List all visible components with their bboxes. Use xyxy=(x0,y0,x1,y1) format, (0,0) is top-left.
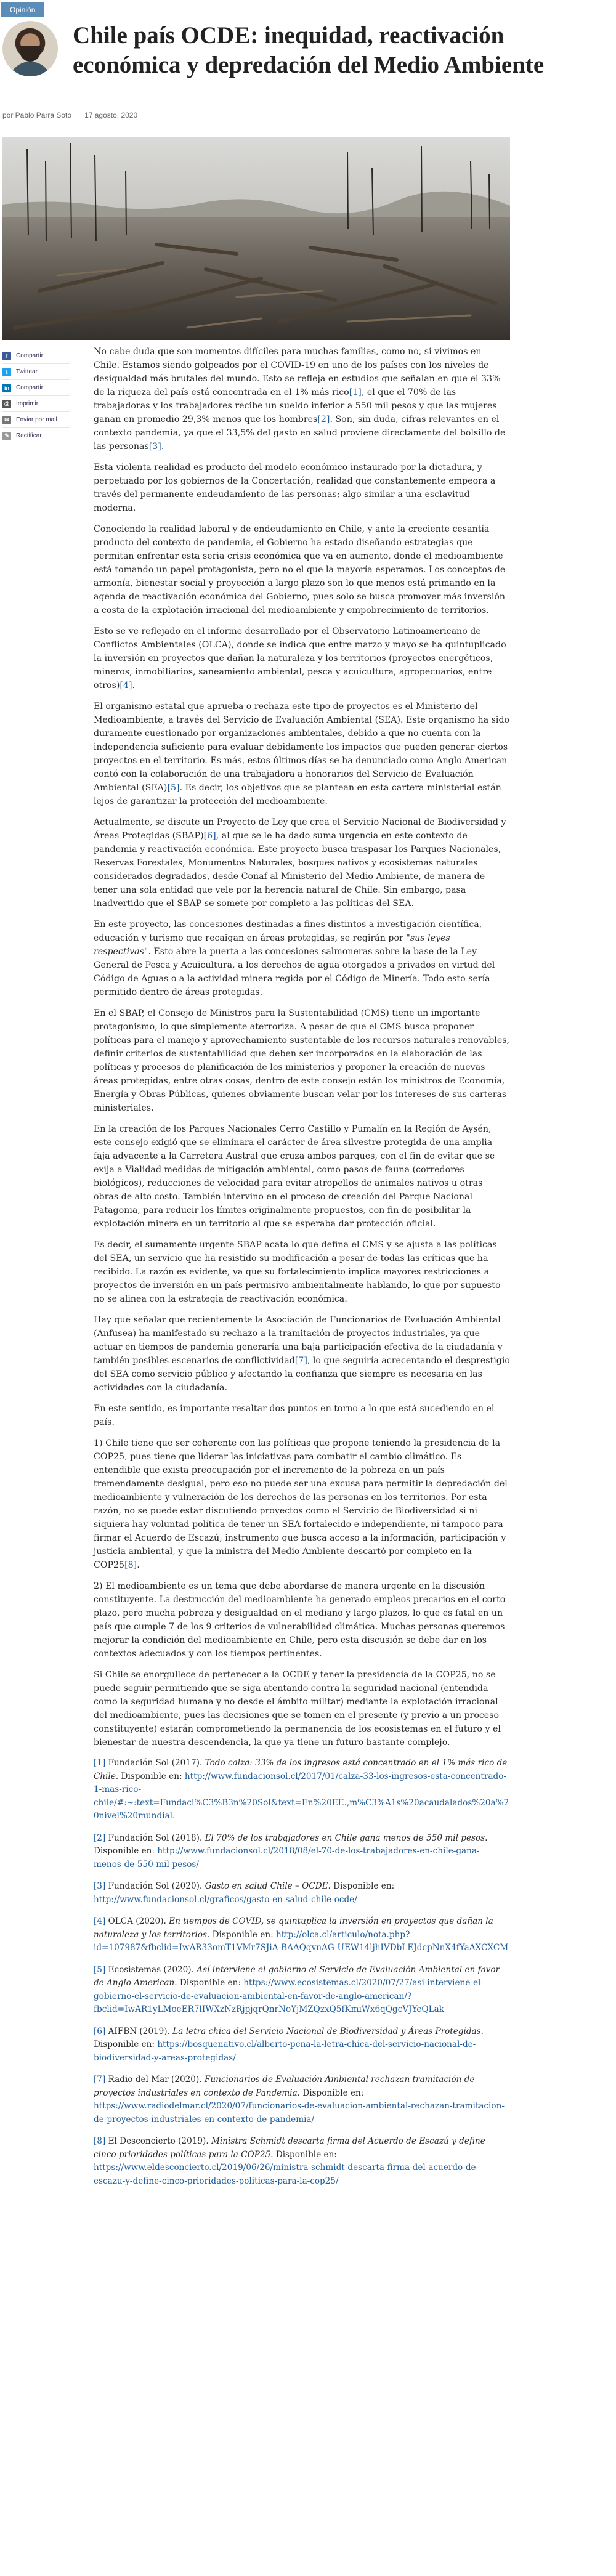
reference-title: Ministra Schmidt descarta firma del Acuerdo de Escazú y define cinco prioridades políticas para la COP25 xyxy=(94,2136,485,2160)
article-body xyxy=(94,345,510,2197)
linkedin-icon: in xyxy=(2,384,11,392)
paragraph-text: . Son, sin duda, cifras relevantes en el contexto pandemia, ya que el 33,5% del gasto en salud proviene directamente del bolsillo de las personas xyxy=(94,415,506,452)
reference-available: . Disponible en: xyxy=(297,2088,364,2098)
reference-item xyxy=(94,2073,510,2126)
article-paragraph xyxy=(94,1122,510,1231)
reference-source: Fundación Sol (2018). xyxy=(105,1833,205,1843)
article-paragraph xyxy=(94,461,510,515)
paragraph-text: Hay que señalar que recientemente la Asociación de Funcionarios de Evaluación Ambiental (Anfusea) ha manifestado su rechazo a la tramitación de proyectos industriales, ya que actuar en tiempos de pandemia generaría una baja participación efectiva de la ciudadanía y también posibles escenarios de conflictividad xyxy=(94,1315,503,1366)
hero-image xyxy=(2,137,510,340)
paragraph-text: Esta violenta realidad es producto del modelo económico instaurado por la dictadura, y perpetuado por los gobiernos de la Concertación, realidad que constantemente empeora a través del permanente endeudamiento de las personas; algo similar a una esclavitud moderna. xyxy=(94,463,496,513)
article-paragraph xyxy=(94,1007,510,1115)
paragraph-text: . xyxy=(137,1560,140,1570)
article-paragraph xyxy=(94,1668,510,1749)
paragraph-text: En este sentido, es importante resaltar dos puntos en torno a lo que está sucediendo en el país. xyxy=(94,1404,495,1427)
reference-title: Todo calza: 33% de los ingresos está concentrado en el 1% más rico de Chile xyxy=(94,1758,508,1781)
reference-url[interactable]: http://www.fundacionsol.cl/graficos/gasto-en-salud-chile-ocde/ xyxy=(94,1894,357,1905)
reference-item xyxy=(94,1880,510,1906)
paragraph-text: Conociendo la realidad laboral y de endeudamiento en Chile, y ante la creciente cesantía producto del contexto de pandemia, el Gobierno ha estado diseñando estrategias que permitan enfrentar esta seria crisis económica que va en aumento, donde el medioambiente está tomando un papel protagonista, pero no el que la mayoría esperamos. Los conceptos de armonía, bienestar social y proyección a largo plazo son lo que menos está primando en la agenda de reactivación económica del Gobierno, pues solo se busca promover más inversión a costa de la explotación irracional del medioambiente y empobrecimiento de territorios. xyxy=(94,524,506,615)
section-tag[interactable]: Opinión xyxy=(1,2,44,17)
share-item-label: Twittear xyxy=(16,368,38,375)
paragraph-text: , al que se le ha dado suma urgencia en este contexto de pandemia y reactivación económica. Este proyecto busca traspasar los Parques Nacionales, Reservas Forestales, Monumentos Naturales, bosques nativos y ecosistemas naturales considerados degradados, desde Conaf al Ministerio del Medio Ambiente, de manera de tener una sola entidad que vele por la herencia natural de Chile. Sin embargo, pasa inadvertido que el SBAP se somete por completo a las políticas del SEA. xyxy=(94,831,501,909)
reference-number-link[interactable]: [2] xyxy=(94,1833,106,1843)
paragraph-text: 2) El medioambiente es un tema que debe abordarse de manera urgente en la discusión constituyente. La destrucción del medioambiente ha generado empleos precarios en el corto plazo, pero mucha pobreza y desigualdad en el mediano y largo plazos, lo que es fatal en un país que cumple 7 de los 9 criterios de vulnerabilidad climática. Muchas personas queremos mejorar la condición del medioambiente en Chile, pero esta discusión se debe dar en los contextos adecuados y con los tiempos pertinentes. xyxy=(94,1581,506,1659)
reference-url[interactable]: https://www.radiodelmar.cl/2020/07/funcionarios-de-evaluacion-ambiental-rechazan-tramitacion-de-proyectos-industriales-en-contexto-de-pandemia/ xyxy=(94,2101,505,2124)
reference-source: Fundación Sol (2020). xyxy=(105,1881,205,1891)
reference-url[interactable]: https://www.eldesconcierto.cl/2019/06/26/ministra-schmidt-descarta-firma-del-acuerdo-de-escazu-y-define-cinco-prioridades-politicas-para-la-cop25/ xyxy=(94,2163,479,2186)
paragraph-text: En la creación de los Parques Nacionales Cerro Castillo y Pumalín en la Región de Aysén, este consejo exigió que se eliminara el carácter de área silvestre protegida de una amplia faja adyacente a la Carretera Austral que cruza ambos parques, con el fin de evitar que se exija a Vialidad medidas de mitigación ambiental, como pasos de fauna (corredores biológicos), reducciones de velocidad para evitar atropellos de animales nativos u otras obras de alto costo. También intervino en el proceso de creación del Parque Nacional Patagonia, para reducir los límites originalmente propuestos, con fin de posibilitar la explotación minera en un territorio al que se esperaba dar protección oficial. xyxy=(94,1124,495,1229)
avatar-beard xyxy=(20,46,41,62)
reference-item xyxy=(94,2025,510,2065)
reference-title: Así interviene el gobierno el Servicio de Evaluación Ambiental en favor de Anglo American xyxy=(94,1964,500,1988)
paragraph-text: En el SBAP, el Consejo de Ministros para la Sustentabilidad (CMS) tiene un importante protagonismo, lo que simplemente aterroriza. A pesar de que el CMS busca proponer políticas para el manejo y aprovechamiento sustentable de los recursos naturales renovables, definir criterios de sustentabilidad que deben ser incorporados en la elaboración de las políticas y procesos de planificación de los ministerios y proponer la creación de nuevas áreas protegidas, entre otras cosas, dentro de este consejo están los ministros de Economía, Energía y Obras Públicas, quienes obviamente buscan velar por los intereses de sus carteras ministeriales. xyxy=(94,1008,510,1113)
reference-url[interactable]: https://www.ecosistemas.cl/2020/07/27/asi-interviene-el-gobierno-el-servicio-de-evaluacion-ambiental-en-favor-de-anglo-american/?fbclid=IwAR1yLMoeER7lIWXzNzRjpjqrQnrNoYjMZQzxQ5fKmiWx6qQgcVJYeQLak xyxy=(94,1978,484,2014)
author-name[interactable]: por Pablo Parra Soto xyxy=(2,111,72,119)
article-paragraph xyxy=(94,918,510,999)
reference-item xyxy=(94,2135,510,2188)
article-paragraphs xyxy=(94,345,510,1749)
paragraph-text: 1) Chile tiene que ser coherente con las políticas que propone teniendo la presidencia de la COP25, pues tiene que liderar las iniciativas para combatir el cambio climático. Es entendible que exista preocupación por el incremento de la pobreza en un país tremendamente desigual, pero eso no puede ser una excusa para permitir la depredación del medioambiente y vulneración de los derechos de las personas en los territorios. Por esta razón, no se puede estar discutiendo proyectos como el Servicio de Biodiversidad si ni siquiera hay voluntad política de tener un SEA fortalecido e independiente, ni tampoco para firmar el Acuerdo de Escazú, instrumento que busca acceso a la información, participación y justicia ambiental, y que la ministra del Medio Ambiente descartó por completo en la COP25 xyxy=(94,1438,508,1570)
reference-url[interactable]: http://olca.cl/articulo/nota.php?id=107987&fbclid=IwAR33omT1VMr7SJiA-BAAQqvnAG-UEW14ljhIVDbLEJdcpNnX4fYaAXCXCM xyxy=(94,1929,509,1953)
paragraph-text: , el que el 70% de las trabajadoras y los trabajadores recibe un sueldo inferior a 550 mil pesos y que las mujeres ganan en promedio 29,3% menos que los hombres xyxy=(94,387,497,424)
share-item-enviar-por-mail[interactable] xyxy=(2,412,70,428)
share-item-imprimir[interactable] xyxy=(2,396,70,412)
reference-available: . Disponible en: xyxy=(174,1978,244,1988)
reference-source: Ecosistemas (2020). xyxy=(105,1964,197,1975)
reference-source: El Desconcierto (2019). xyxy=(105,2136,211,2146)
reference-url[interactable]: http://www.fundacionsol.cl/2018/08/el-70-de-los-trabajadores-en-chile-gana-menos-de-550-mil-pesos/ xyxy=(94,1846,480,1869)
article-paragraph xyxy=(94,1579,510,1661)
twitter-icon: t xyxy=(2,368,11,376)
reference-item xyxy=(94,1915,510,1955)
reference-available: . Disponible en: xyxy=(115,1771,185,1781)
author-avatar xyxy=(2,21,58,76)
article-paragraph xyxy=(94,345,510,453)
paragraph-text: El organismo estatal que aprueba o rechaza este tipo de proyectos es el Ministerio del Medioambiente, a través del Servicio de Evaluación Ambiental (SEA). Este organismo ha sido duramente cuestionado por organizaciones ambientales, debido a que no cuenta con la independencia suficiente para evaluar debidamente los impactos que pueden generar ciertos proyectos en el territorio. Es más, estos últimos días se ha denunciado como Anglo American contó con la colaboración de una trabajadora a honorarios del Servicio de Evaluación Ambiental (SEA) xyxy=(94,702,510,793)
byline xyxy=(2,111,137,120)
share-item-label: Imprimir xyxy=(16,400,39,407)
article-paragraph xyxy=(94,1313,510,1395)
share-item-label: Rectificar xyxy=(16,432,42,439)
reference-source: OLCA (2020). xyxy=(105,1916,169,1926)
share-item-compartir[interactable] xyxy=(2,348,70,364)
reference-item xyxy=(94,1757,510,1823)
reference-number-link[interactable]: [3] xyxy=(94,1881,106,1891)
reference-title: La letra chica del Servicio Nacional de Biodiversidad y Áreas Protegidas xyxy=(172,2026,481,2036)
footnote-link[interactable]: [2] xyxy=(317,415,330,424)
paragraph-text: Es decir, el sumamente urgente SBAP acata lo que defina el CMS y se ajusta a las políticas del SEA, un servicio que ha resistido su modificación a pesar de todas las críticas que ha recibido. La razón es evidente, ya que su fortalecimiento implica mayores restricciones a proyectos de inversión en un país permisivo ambientalmente hablando, lo que por supuesto no se alinea con la estrategia de reactivación económica. xyxy=(94,1240,501,1304)
reference-source: Radio del Mar (2020). xyxy=(105,2075,205,2084)
references-list xyxy=(94,1757,510,2188)
avatar-shirt xyxy=(9,62,52,76)
share-toolbar xyxy=(2,348,70,444)
reference-source: Fundación Sol (2017). xyxy=(105,1758,205,1768)
share-item-label: Compartir xyxy=(16,384,43,391)
paragraph-text: No cabe duda que son momentos difíciles para muchas familias, como no, si vivimos en Chile. Estamos siendo golpeados por el COVID-19 en uno de los países con los niveles de desigualdad más brutales del mundo. Esto se refleja en estudios que señalan en que el 33% de la riqueza del país está concentrada en el 1% más rico xyxy=(94,347,501,397)
article-paragraph xyxy=(94,700,510,808)
article-paragraph xyxy=(94,1238,510,1306)
footnote-link[interactable]: [4] xyxy=(120,681,132,691)
paragraph-text: Esto se ve reflejado en el informe desarrollado por el Observatorio Latinoamericano de Conflictos Ambientales (OLCA), donde se indica que entre marzo y mayo se ha quintuplicado la inversión en proyectos que dañan la naturaleza y los territorios (proyectos energéticos, mineros, inmobiliarios, saneamiento ambiental, pesca y acuicultura, agropecuarios, entre otros) xyxy=(94,626,506,691)
paragraph-text: . xyxy=(161,442,164,452)
reference-number-link[interactable]: [6] xyxy=(94,2026,106,2036)
paragraph-text: . xyxy=(132,681,136,691)
footnote-link[interactable]: [5] xyxy=(167,783,180,793)
share-item-label: Enviar por mail xyxy=(16,416,57,423)
share-item-twittear[interactable] xyxy=(2,364,70,380)
reference-item xyxy=(94,1964,510,2017)
article-paragraph xyxy=(94,1402,510,1429)
reference-title: Funcionarios de Evaluación Ambiental rechazan tramitación de proyectos industriales en contexto de Pandemia xyxy=(94,2075,475,2098)
reference-available: . Disponible en: xyxy=(94,2026,484,2049)
paragraph-text: En este proyecto, las concesiones destinadas a fines distintos a investigación científica, educación y turismo que recaigan en áreas protegidas, se regirán por " xyxy=(94,920,482,943)
footnote-link[interactable]: [3] xyxy=(148,442,161,452)
reference-title: En tiempos de COVID, se quintuplica la inversión en proyectos que dañan la naturaleza y los territorios xyxy=(94,1916,493,1940)
article-title: Chile país OCDE: inequidad, reactivación económica y depredación del Medio Ambiente xyxy=(73,22,545,78)
footnote-link[interactable]: [8] xyxy=(124,1560,137,1570)
footnote-link[interactable]: [6] xyxy=(203,831,216,841)
reference-title: El 70% de los trabajadores en Chile gana menos de 550 mil pesos xyxy=(205,1833,485,1843)
share-item-rectificar[interactable] xyxy=(2,428,70,444)
deforested-landscape-image xyxy=(2,137,510,340)
paragraph-text: , lo que seguiría acrecentando el desprestigio del SEA como servicio público y afectando la confianza que siempre es necesaria en las actividades con la ciudadanía. xyxy=(94,1356,510,1393)
reference-url[interactable]: http://www.fundacionsol.cl/2017/01/calza-33-los-ingresos-esta-concentrado-1-mas-rico-chile/#:~:text=Fundaci%C3%B3n%20Sol&text=En%20EE.,m%C3%A1s%20acaudalados%20a%20nivel%20mundial. xyxy=(94,1771,509,1821)
mail-icon: ✉ xyxy=(2,416,11,424)
paragraph-text: . Es decir, los objetivos que se plantean en esta cartera ministerial están lejos de garantizar la protección del medioambiente. xyxy=(94,783,501,806)
quoted-phrase: sus leyes respectivas xyxy=(94,933,450,957)
article-paragraph xyxy=(94,522,510,617)
reference-number-link[interactable]: [5] xyxy=(94,1964,106,1975)
reference-item xyxy=(94,1832,510,1872)
share-item-compartir[interactable] xyxy=(2,380,70,396)
article-paragraph xyxy=(94,816,510,910)
publish-date: 17 agosto, 2020 xyxy=(84,111,138,119)
reference-source: AIFBN (2019). xyxy=(105,2026,173,2036)
article-paragraph xyxy=(94,625,510,692)
reference-number-link[interactable]: [8] xyxy=(94,2136,106,2146)
reference-number-link[interactable]: [1] xyxy=(94,1758,106,1768)
share-item-label: Compartir xyxy=(16,352,43,359)
paragraph-text: ". Esto abre la puerta a las concesiones salmoneras sobre la base de la Ley General de Pesca y Acuicultura, a los derechos de agua otorgados a privados en virtud del Código de Aguas o a la actividad minera regida por el Código de Minería. Todo esto sería permitido dentro de áreas protegidas. xyxy=(94,947,495,997)
reference-available: . Disponible en: xyxy=(270,2149,337,2160)
reference-available: . Disponible en: xyxy=(328,1881,395,1891)
article-paragraph xyxy=(94,1436,510,1572)
paragraph-text: Actualmente, se discute un Proyecto de Ley que crea el Servicio Nacional de Biodiversidad y Áreas Protegidas (SBAP) xyxy=(94,817,506,841)
reference-available: . Disponible en: xyxy=(207,1929,276,1940)
paragraph-text: Si Chile se enorgullece de pertenecer a la OCDE y tener la presidencia de la COP25, no se puede seguir permitiendo que se siga atentando contra la seguridad nacional (entendida como la seguridad humana y no desde el ámbito militar) mediante la explotación irracional del medioambiente, pues las decisiones que se tomen en el presente (y previo a un proceso constituyente) estarán comprometiendo la permanencia de los ecosistemas en el futuro y el bienestar de nuestra descendencia, la que ya tiene un futuro bastante complejo. xyxy=(94,1670,501,1748)
facebook-icon: f xyxy=(2,352,11,360)
reference-number-link[interactable]: [4] xyxy=(94,1916,106,1926)
reference-available: . Disponible en: xyxy=(94,1833,488,1856)
reference-url[interactable]: https://bosquenativo.cl/alberto-pena-la-letra-chica-del-servicio-nacional-de-biodiversidad-y-areas-protegidas/ xyxy=(94,2039,476,2063)
print-icon: ⎙ xyxy=(2,400,11,408)
footnote-link[interactable]: [1] xyxy=(349,387,362,397)
reference-title: Gasto en salud Chile – OCDE xyxy=(205,1881,328,1891)
edit-icon: ✎ xyxy=(2,432,11,440)
footnote-link[interactable]: [7] xyxy=(294,1356,307,1366)
reference-number-link[interactable]: [7] xyxy=(94,2075,106,2084)
